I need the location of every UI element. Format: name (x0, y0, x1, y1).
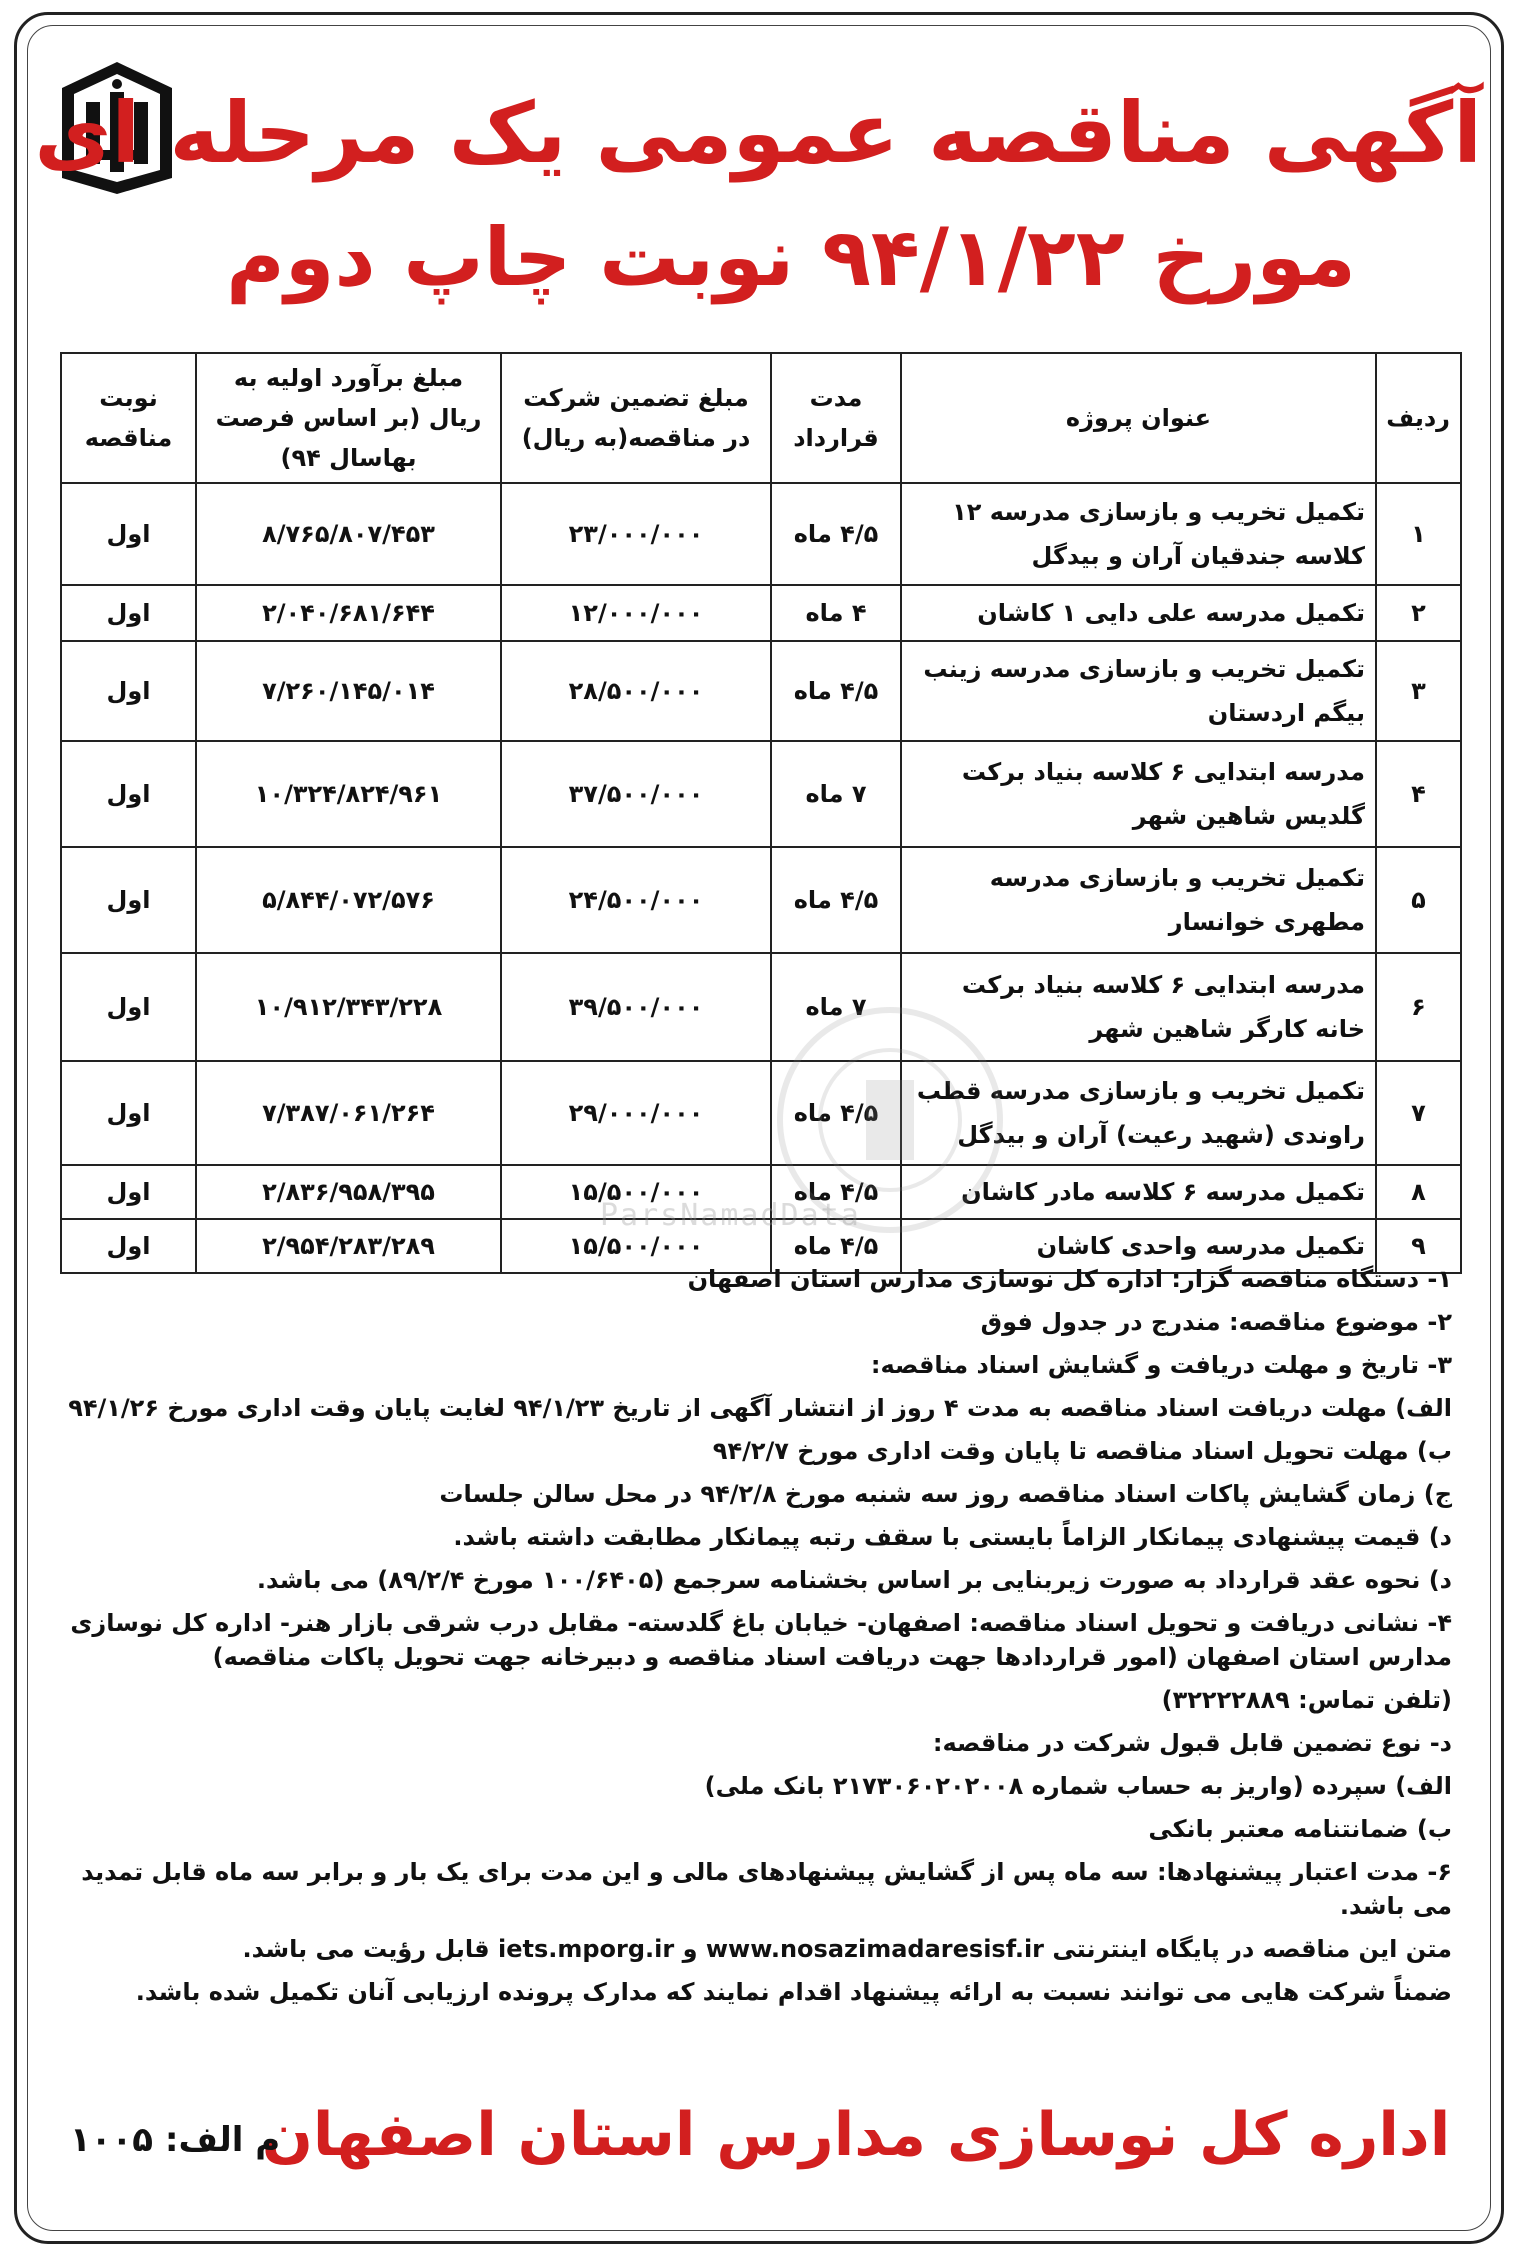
project-title: تکمیل تخریب و بازسازی مدرسه زینب بیگم اردستان (901, 641, 1376, 741)
contract-duration: ۴/۵ ماه (771, 1165, 901, 1219)
contract-duration: ۴/۵ ماه (771, 1061, 901, 1165)
guarantee-amount: ۲۸/۵۰۰/۰۰۰ (501, 641, 771, 741)
contract-duration: ۴ ماه (771, 585, 901, 641)
table-row (61, 641, 1461, 741)
table-row (61, 585, 1461, 641)
condition-item: ضمناً شرکت هایی می توانند نسبت به ارائه پیشنهاد اقدام نمایند که مدارک پرونده ارزیابی آنان تکمیل شده باشد. (135, 1978, 1452, 2006)
project-title: تکمیل تخریب و بازسازی مدرسه مطهری خوانسار (901, 847, 1376, 953)
table-row (61, 953, 1461, 1061)
estimate-amount: ۲/۹۵۴/۲۸۳/۲۸۹ (196, 1219, 501, 1273)
tender-round: اول (61, 1165, 196, 1219)
condition-item: متن این مناقصه در پایگاه اینترنتی www.nosazimadaresisf.ir و iets.mporg.ir قابل رؤیت می باشد. (242, 1935, 1452, 1963)
row-number: ۴ (1376, 741, 1461, 847)
condition-item: ب) ضمانتنامه معتبر بانکی (1148, 1815, 1452, 1843)
condition-item: د- نوع تضمین قابل قبول شرکت در مناقصه: (932, 1729, 1452, 1757)
project-title: مدرسه ابتدایی ۶ کلاسه بنیاد برکت خانه کارگر شاهین شهر (901, 953, 1376, 1061)
tender-round: اول (61, 1061, 196, 1165)
condition-item: ۶- مدت اعتبار پیشنهادها: سه ماه پس از گشایش پیشنهادهای مالی و این مدت برای یک بار و برابر سه ماه قابل تمدید می باشد. (81, 1858, 1452, 1920)
project-title: تکمیل مدرسه علی دایی ۱ کاشان (901, 585, 1376, 641)
header-project-title: عنوان پروژه (901, 353, 1376, 483)
header-duration: مدت قرارداد (771, 353, 901, 483)
tender-round: اول (61, 641, 196, 741)
row-number: ۵ (1376, 847, 1461, 953)
condition-item: ج) زمان گشایش پاکات اسناد مناقصه روز سه شنبه مورخ ۹۴/۲/۸ در محل سالن جلسات (439, 1480, 1452, 1508)
notice-title: آگهی مناقصه عمومی یک مرحله ای (34, 84, 1482, 182)
row-number: ۹ (1376, 1219, 1461, 1273)
row-number: ۱ (1376, 483, 1461, 585)
condition-item: الف) سپرده (واریز به حساب شماره ۲۱۷۳۰۶۰۲۰۲۰۰۸ بانک ملی) (704, 1772, 1452, 1800)
estimate-amount: ۲/۰۴۰/۶۸۱/۶۴۴ (196, 585, 501, 641)
estimate-amount: ۷/۲۶۰/۱۴۵/۰۱۴ (196, 641, 501, 741)
row-number: ۳ (1376, 641, 1461, 741)
contract-duration: ۷ ماه (771, 741, 901, 847)
reference-number: م الف: ۱۰۰۵ (70, 2120, 281, 2160)
guarantee-amount: ۱۲/۰۰۰/۰۰۰ (501, 585, 771, 641)
tender-round: اول (61, 953, 196, 1061)
guarantee-amount: ۲۳/۰۰۰/۰۰۰ (501, 483, 771, 585)
condition-item: ۳- تاریخ و مهلت دریافت و گشایش اسناد مناقصه: (870, 1351, 1452, 1379)
condition-item: ۴- نشانی دریافت و تحویل اسناد مناقصه: اصفهان- خیابان باغ گلدسته- مقابل درب شرقی بازار هنر- اداره کل نوسازی مدارس استان اصفهان (امور قراردادها جهت دریافت اسناد مناقصه و دبیرخانه جهت تحویل پاکات مناقصه) (70, 1609, 1452, 1671)
guarantee-amount: ۳۹/۵۰۰/۰۰۰ (501, 953, 771, 1061)
contract-duration: ۴/۵ ماه (771, 847, 901, 953)
condition-item: د) نحوه عقد قرارداد به صورت زیربنایی بر اساس بخشنامه سرجمع (۱۰۰/۶۴۰۵ مورخ ۸۹/۲/۴) می باشد. (256, 1566, 1452, 1594)
condition-item: ۱- دستگاه مناقصه گزار: اداره کل نوسازی مدارس استان اصفهان (687, 1265, 1452, 1293)
watermark-text: ParsNamadData (600, 1198, 861, 1233)
header-row-no: ردیف (1376, 353, 1461, 483)
notice-conditions (52, 1262, 1452, 2018)
contract-duration: ۷ ماه (771, 953, 901, 1061)
condition-item: ۲- موضوع مناقصه: مندرج در جدول فوق (980, 1308, 1452, 1336)
header-estimate: مبلغ برآورد اولیه به ریال (بر اساس فرصت بهاسال ۹۴) (196, 353, 501, 483)
issuing-organization: اداره کل نوسازی مدارس استان اصفهان (261, 2100, 1451, 2170)
notice-subtitle: مورخ ۹۴/۱/۲۲ نوبت چاپ دوم (226, 211, 1356, 304)
guarantee-amount: ۳۷/۵۰۰/۰۰۰ (501, 741, 771, 847)
project-title: مدرسه ابتدایی ۶ کلاسه بنیاد برکت گلدیس شاهین شهر (901, 741, 1376, 847)
condition-item: الف) مهلت دریافت اسناد مناقصه به مدت ۴ روز از انتشار آگهی از تاریخ ۹۴/۱/۲۳ لغایت پایان وقت اداری مورخ ۹۴/۱/۲۶ (68, 1394, 1452, 1422)
tender-round: اول (61, 1219, 196, 1273)
guarantee-amount: ۱۵/۵۰۰/۰۰۰ (501, 1165, 771, 1219)
guarantee-amount: ۱۵/۵۰۰/۰۰۰ (501, 1219, 771, 1273)
estimate-amount: ۱۰/۳۲۴/۸۲۴/۹۶۱ (196, 741, 501, 847)
project-title: تکمیل تخریب و بازسازی مدرسه ۱۲ کلاسه جندقیان آران و بیدگل (901, 483, 1376, 585)
contract-duration: ۴/۵ ماه (771, 641, 901, 741)
tender-round: اول (61, 847, 196, 953)
table-header-row (61, 353, 1461, 483)
estimate-amount: ۸/۷۶۵/۸۰۷/۴۵۳ (196, 483, 501, 585)
table-row (61, 741, 1461, 847)
table-row (61, 483, 1461, 585)
estimate-amount: ۵/۸۴۴/۰۷۲/۵۷۶ (196, 847, 501, 953)
row-number: ۷ (1376, 1061, 1461, 1165)
condition-item: (تلفن تماس: ۳۲۲۲۲۸۸۹) (1161, 1686, 1452, 1714)
estimate-amount: ۷/۳۸۷/۰۶۱/۲۶۴ (196, 1061, 501, 1165)
estimate-amount: ۱۰/۹۱۲/۳۴۳/۲۲۸ (196, 953, 501, 1061)
contract-duration: ۴/۵ ماه (771, 1219, 901, 1273)
condition-item: د) قیمت پیشنهادی پیمانکار الزاماً بایستی با سقف رتبه پیمانکار مطابقت داشته باشد. (453, 1523, 1452, 1551)
guarantee-amount: ۲۹/۰۰۰/۰۰۰ (501, 1061, 771, 1165)
guarantee-amount: ۲۴/۵۰۰/۰۰۰ (501, 847, 771, 953)
project-title: تکمیل مدرسه واحدی کاشان (901, 1219, 1376, 1273)
header-guarantee: مبلغ تضمین شرکت در مناقصه(به ریال) (501, 353, 771, 483)
row-number: ۶ (1376, 953, 1461, 1061)
tender-round: اول (61, 585, 196, 641)
tender-table (60, 352, 1462, 1274)
project-title: تکمیل تخریب و بازسازی مدرسه قطب راوندی (شهید رعیت) آران و بیدگل (901, 1061, 1376, 1165)
condition-item: ب) مهلت تحویل اسناد مناقصه تا پایان وقت اداری مورخ ۹۴/۲/۷ (712, 1437, 1452, 1465)
row-number: ۸ (1376, 1165, 1461, 1219)
table-row (61, 847, 1461, 953)
tender-round: اول (61, 483, 196, 585)
tender-round: اول (61, 741, 196, 847)
project-title: تکمیل مدرسه ۶ کلاسه مادر کاشان (901, 1165, 1376, 1219)
table-row (61, 1061, 1461, 1165)
contract-duration: ۴/۵ ماه (771, 483, 901, 585)
header-round: نوبت مناقصه (61, 353, 196, 483)
row-number: ۲ (1376, 585, 1461, 641)
estimate-amount: ۲/۸۳۶/۹۵۸/۳۹۵ (196, 1165, 501, 1219)
